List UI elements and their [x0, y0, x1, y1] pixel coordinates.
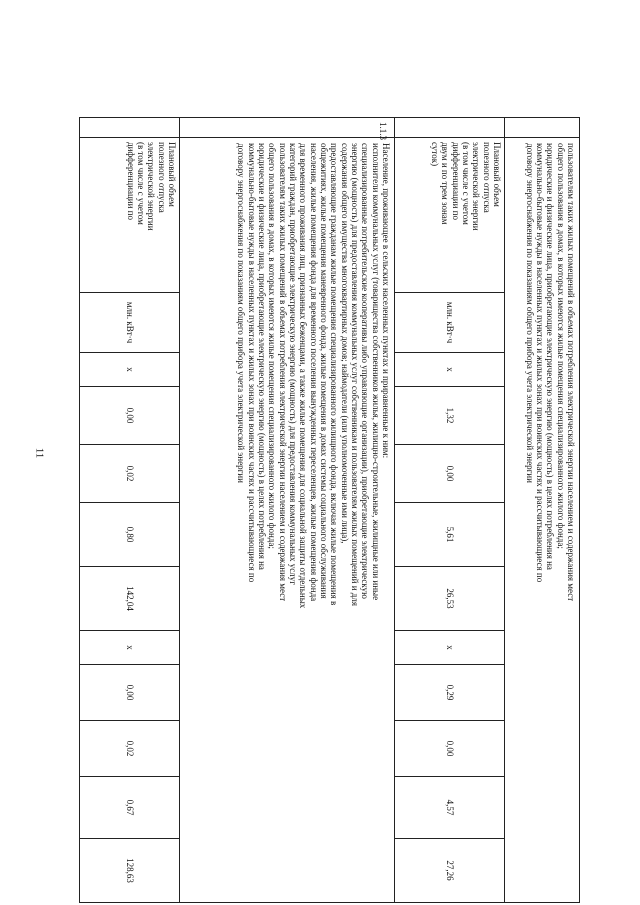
- value-cell: 4,57: [395, 777, 505, 839]
- value-cell: 5,61: [395, 503, 505, 567]
- page-number: 11: [33, 447, 46, 459]
- table-row: [395, 118, 505, 903]
- value-cell: 0,00: [395, 721, 505, 777]
- value-cell: 0,80: [80, 503, 180, 567]
- section-narrative: Население, проживающее в сельских населенных пунктах и приравненные к ним: исполнители коммунальных услуг (товарищества собственников жилья, жилищно-строительные, жилищные или иные специализированные потребительские кооперативы либо управляющие организации), приобретающие электрическую энергию (мощность) для предоставления коммунальных услуг собственникам и пользователям жилых помещений и для содержания общего имущества многоквартирных домов; наймодатели (или уполномоченные ими лица), предоставляющие гражданам жилые помещения специализированного жилищного фонда, включая жилые помещения в общежитиях, жилые помещения маневренного фонда, жилые помещения в домах системы социального обслуживания населения, жилые помещения фонда для временного поселения вынужденных переселенцев, жилые помещения фонда для временного проживания лиц, признанных беженцами, а также жилые помещения для социальной защиты отдельных категорий граждан, приобретающие электрическую энергию (мощность) для предоставления коммунальных услуг пользователям таких жилых помещений в объемах потребления электрической энергии населением и содержания мест общего пользования в домах, в которых имеются жилые помещения специализированного жилого фонда; юридические и физические лица, приобретающие электрическую энергию (мощность) в целях потребления на коммунально-бытовые нужды в населенных пунктах и жилых зонах при воинских частях и рассчитывающиеся по договору энергоснабжения по показаниям общего прибора учета электрической энергии: [180, 138, 395, 903]
- tariff-table: [79, 117, 580, 903]
- value-cell: 0,00: [80, 665, 180, 721]
- value-cell: х: [80, 631, 180, 665]
- code-cell-empty: [395, 118, 505, 138]
- value-cell: 0,29: [395, 665, 505, 721]
- unit-cell: млн. кВт·ч: [80, 293, 180, 353]
- value-cell: 0,00: [80, 387, 180, 445]
- value-cell: 27,26: [395, 839, 505, 903]
- value-cell: 142,04: [80, 567, 180, 631]
- row-label: Плановый объем полезного отпуска электрической энергии (в том числе с учетом дифференциации по двум и по трем зонам суток): [395, 138, 505, 293]
- rotated-table: [80, 117, 580, 902]
- value-cell: 0,02: [80, 721, 180, 777]
- top-narrative: пользователям таких жилых помещений в объемах потребления электрической энергии населением и содержания мест общего пользования в домах, в которых имеются жилые помещения специализированного жилого фонда; юридические и физические лица, приобретающие электрическую энергию (мощность) в целях потребления на коммунально-бытовые нужды в населенных пунктах и жилых зонах при воинских частях и рассчитывающиеся по договору энергоснабжения по показаниям общего прибора учета электрической энергии: [505, 138, 580, 903]
- code-cell-empty: [505, 118, 580, 138]
- value-cell: 0,67: [80, 777, 180, 839]
- value-cell: х: [395, 631, 505, 665]
- section-code: 1.1.3: [180, 118, 395, 138]
- value-cell: х: [80, 353, 180, 387]
- value-cell: 0,00: [395, 445, 505, 503]
- code-cell-empty: [80, 118, 180, 138]
- value-cell: 0,02: [80, 445, 180, 503]
- table-row: [80, 118, 180, 903]
- value-cell: 26,53: [395, 567, 505, 631]
- value-cell: 1,32: [395, 387, 505, 445]
- row-label: Плановый объем полезного отпуска электрической энергии (в том числе с учетом дифференциации по: [80, 138, 180, 293]
- value-cell: х: [395, 353, 505, 387]
- unit-cell: млн. кВт·ч: [395, 293, 505, 353]
- value-cell: 128,63: [80, 839, 180, 903]
